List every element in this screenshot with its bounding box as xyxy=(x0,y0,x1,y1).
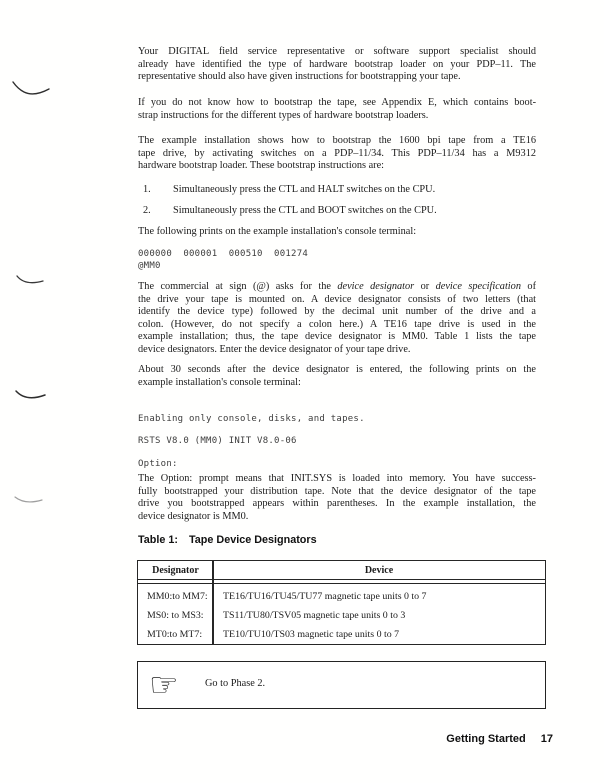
paragraph-example-installation xyxy=(138,135,536,173)
note-text: Go to Phase 2. xyxy=(205,678,266,689)
table-caption-title: Tape Device Designators xyxy=(189,534,317,546)
footer-page-number: 17 xyxy=(540,733,553,745)
bootstrap-instruction-list xyxy=(138,184,536,227)
page-footer xyxy=(446,733,553,745)
column-header-device: Device xyxy=(364,564,394,576)
text-line: The commercial at sign (@) asks for the device designator or device specification of xyxy=(138,281,536,292)
text-line: The following prints on the example installation's console terminal: xyxy=(138,226,417,237)
text-line: hardware bootstrap loader. These bootstrap instructions are: xyxy=(138,160,385,172)
page-curl-mark xyxy=(15,274,47,288)
text-line: RSTS V8.0 (MM0) INIT V8.0-06 xyxy=(138,436,297,447)
text-line: About 30 seconds after the device designator is entered, the following prints on the xyxy=(138,364,536,375)
console-output-bootstrap xyxy=(138,249,536,272)
cell-device: TE16/TU16/TU45/TU77 magnetic tape units 0 to 7 xyxy=(223,591,427,603)
text-line: 000000 000001 000510 001274 xyxy=(138,249,309,259)
text-line: already have identified the type of hardware bootstrap loader on your PDP–11. The xyxy=(138,58,536,70)
cell-designator: MT0:to MT7: xyxy=(147,629,203,641)
page-curl-mark xyxy=(13,494,45,508)
cell-device: TE10/TU10/TS03 magnetic tape units 0 to 7 xyxy=(223,629,400,641)
text-line: Enabling only console, disks, and tapes. xyxy=(138,414,365,424)
text-line: fully bootstrapped your distribution tape. Note that the device designator of the tape xyxy=(138,485,536,497)
table-row xyxy=(138,606,545,625)
paragraph-device-designator xyxy=(138,281,536,357)
table-row xyxy=(138,587,545,606)
column-divider xyxy=(212,561,214,644)
cell-designator: MM0:to MM7: xyxy=(147,591,208,603)
table-caption-label: Table 1: xyxy=(138,534,178,546)
paragraph-following-prints xyxy=(138,226,536,239)
list-text: Simultaneously press the CTL and BOOT switches on the CPU. xyxy=(173,205,437,217)
text-line: Your DIGITAL field service representative or software support specialist should xyxy=(138,46,536,57)
text-line: strap instructions for the different types of hardware bootstrap loaders. xyxy=(138,109,429,121)
cell-device: TS11/TU80/TSV05 magnetic tape units 0 to 3 xyxy=(223,610,406,622)
page-curl-mark xyxy=(12,80,52,100)
table-row xyxy=(138,625,545,644)
list-number: 1. xyxy=(143,184,151,195)
page-curl-mark xyxy=(14,388,48,404)
column-header-designator: Designator xyxy=(152,564,199,576)
text-line: colon. (However, do not specify a colon here.) A TE16 tape drive is used in the xyxy=(138,318,536,330)
table-body xyxy=(138,584,545,644)
console-output-init xyxy=(138,408,536,475)
text-line: The Option: prompt means that INIT.SYS is loaded into memory. You have success- xyxy=(138,473,536,484)
text-line: @MM0 xyxy=(138,260,161,271)
paragraph-field-service xyxy=(138,46,536,84)
text-line: drive you bootstrapped appears within parentheses. In the example installation, the xyxy=(138,498,536,510)
paragraph-appendix-e xyxy=(138,97,536,122)
list-number: 2. xyxy=(143,205,151,217)
cell-designator: MS0: to MS3: xyxy=(147,610,204,622)
text-line: device designators. Enter the device designator of your tape drive. xyxy=(138,343,411,355)
paragraph-about-30-seconds xyxy=(138,364,536,389)
text-line: representative should also have given instructions for bootstrapping your tape. xyxy=(138,71,461,83)
text-line: tape drive, by activating switches on a PDP–11/34. This PDP–11/34 has a M9312 xyxy=(138,147,536,159)
footer-section-title: Getting Started xyxy=(446,733,526,745)
list-item-1 xyxy=(138,184,536,197)
list-item-2 xyxy=(138,205,536,218)
paragraph-option-prompt xyxy=(138,473,536,523)
text-line: example installation; thus, the tape device designator is MM0. Table 1 lists the tape xyxy=(138,331,536,343)
tape-designator-table xyxy=(137,560,546,645)
table-header-row xyxy=(138,561,545,580)
text-line: The example installation shows how to bootstrap the 1600 bpi tape from a TE16 xyxy=(138,135,536,146)
text-line: Option: xyxy=(138,458,178,469)
table-caption xyxy=(138,534,317,546)
text-line: device designator is MM0. xyxy=(138,510,249,522)
text-line: the drive your tape is mounted on. A device designator consists of two letters (that xyxy=(138,293,536,305)
note-box xyxy=(137,661,546,709)
text-line: If you do not know how to bootstrap the tape, see Appendix E, which contains boot- xyxy=(138,97,536,108)
text-line: identify the device type) followed by the decimal unit number of the drive and a xyxy=(138,306,536,318)
list-text: Simultaneously press the CTL and HALT switches on the CPU. xyxy=(173,184,436,195)
pointing-hand-icon: ☞ xyxy=(149,665,179,704)
text-line: example installation's console terminal: xyxy=(138,376,301,388)
